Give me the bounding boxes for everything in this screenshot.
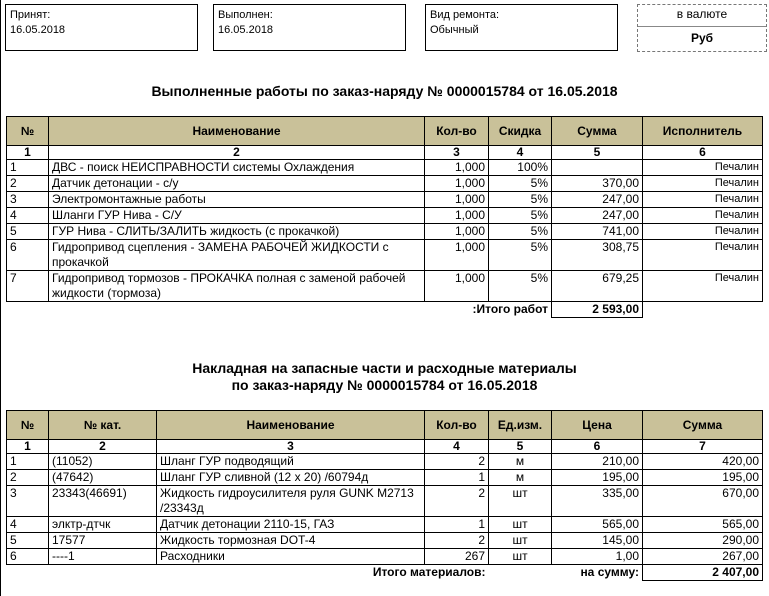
- work-discount: 5%: [489, 240, 552, 271]
- part-unit: шт: [489, 533, 552, 549]
- part-unit: шт: [489, 486, 552, 517]
- parts-col-index: 3: [157, 440, 425, 454]
- table-row: [7, 192, 763, 208]
- part-sum: 195,00: [643, 470, 763, 486]
- works-total-label: Итого работ:: [472, 302, 548, 316]
- part-qty: 1: [425, 517, 489, 533]
- parts-header-row: [7, 411, 763, 440]
- works-col-header: Наименование: [49, 117, 425, 146]
- parts-col-header: Ед.изм.: [489, 411, 552, 440]
- works-col-header: Скидка: [489, 117, 552, 146]
- parts-col-index: 5: [489, 440, 552, 454]
- work-executor: Печалин: [643, 224, 763, 240]
- work-qty: 1,000: [425, 271, 489, 302]
- work-name: Датчик детонации - с/у: [49, 176, 425, 192]
- completed-box: [213, 4, 406, 51]
- work-name: ГУР Нива - СЛИТЬ/ЗАЛИТЬ жидкость (с прокачкой): [49, 224, 425, 240]
- parts-col-index: 2: [49, 440, 157, 454]
- completed-label: Выполнен:: [218, 9, 273, 21]
- part-sum: 420,00: [643, 454, 763, 470]
- currency-divider: [638, 26, 766, 27]
- work-executor: Печалин: [643, 192, 763, 208]
- table-row: [7, 240, 763, 271]
- accepted-date: 16.05.2018: [10, 24, 66, 36]
- work-sum: 308,75: [552, 240, 643, 271]
- row-number: 1: [7, 160, 49, 176]
- part-price: 1,00: [552, 549, 643, 565]
- part-price: 195,00: [552, 470, 643, 486]
- work-executor: Печалин: [643, 176, 763, 192]
- repair-type-box: [425, 4, 618, 51]
- row-number: 4: [7, 208, 49, 224]
- part-sum: 565,00: [643, 517, 763, 533]
- parts-col-header: Кол-во: [425, 411, 489, 440]
- work-discount: 100%: [489, 160, 552, 176]
- table-row: [7, 224, 763, 240]
- part-catalog-number: 23343(46691): [49, 486, 157, 517]
- part-unit: шт: [489, 549, 552, 565]
- works-col-header: №: [7, 117, 49, 146]
- currency-label: в валюте: [676, 7, 728, 21]
- part-qty: 1: [425, 470, 489, 486]
- work-qty: 1,000: [425, 160, 489, 176]
- table-row: [7, 549, 763, 565]
- row-number: 6: [7, 549, 49, 565]
- part-catalog-number: 17577: [49, 533, 157, 549]
- table-row: [7, 208, 763, 224]
- row-number: 5: [7, 224, 49, 240]
- part-name: Шланг ГУР сливной (12 х 20) /60794д: [157, 470, 425, 486]
- parts-col-header: Сумма: [643, 411, 763, 440]
- parts-title-line1: Накладная на запасные части и расходные материалы: [192, 360, 577, 376]
- parts-title-line2: по заказ-наряду № 0000015784 от 16.05.2018: [231, 377, 538, 393]
- work-sum: 370,00: [552, 176, 643, 192]
- part-name: Датчик детонации 2110-15, ГАЗ: [157, 517, 425, 533]
- work-sum: 741,00: [552, 224, 643, 240]
- work-name: Шланги ГУР Нива - С/У: [49, 208, 425, 224]
- currency-box: [637, 4, 767, 52]
- part-price: 145,00: [552, 533, 643, 549]
- part-qty: 2: [425, 486, 489, 517]
- works-total-value: 2 593,00: [552, 302, 643, 318]
- row-number: 1: [7, 454, 49, 470]
- work-sum: [552, 160, 643, 176]
- work-qty: 1,000: [425, 208, 489, 224]
- parts-total-label: Итого материалов:: [372, 565, 486, 579]
- part-sum: 267,00: [643, 549, 763, 565]
- parts-col-index: 6: [552, 440, 643, 454]
- work-discount: 5%: [489, 224, 552, 240]
- table-row: [7, 176, 763, 192]
- part-qty: 267: [425, 549, 489, 565]
- works-col-index: 3: [425, 146, 489, 160]
- table-row: [7, 454, 763, 470]
- work-discount: 5%: [489, 192, 552, 208]
- work-name: Гидропривод сцепления - ЗАМЕНА РАБОЧЕЙ ЖИДКОСТИ с прокачкой: [49, 240, 425, 271]
- work-qty: 1,000: [425, 192, 489, 208]
- parts-total-row: [7, 565, 763, 581]
- works-col-index: 1: [7, 146, 49, 160]
- row-number: 6: [7, 240, 49, 271]
- works-col-index: 6: [643, 146, 763, 160]
- accepted-box: [5, 4, 198, 51]
- part-catalog-number: (11052): [49, 454, 157, 470]
- repair-type-value: Обычный: [430, 24, 479, 36]
- table-row: [7, 486, 763, 517]
- work-discount: 5%: [489, 208, 552, 224]
- row-number: 2: [7, 176, 49, 192]
- works-title: Выполненные работы по заказ-наряду № 0000015784 от 16.05.2018: [151, 83, 618, 99]
- parts-sum-label: на сумму:: [580, 565, 639, 579]
- works-col-header: Исполнитель: [643, 117, 763, 146]
- part-sum: 290,00: [643, 533, 763, 549]
- work-name: Гидропривод тормозов - ПРОКАЧКА полная с заменой рабочей жидкости (тормоза): [49, 271, 425, 302]
- part-qty: 2: [425, 454, 489, 470]
- repair-type-label: Вид ремонта:: [430, 9, 500, 21]
- part-sum: 670,00: [643, 486, 763, 517]
- works-col-index: 5: [552, 146, 643, 160]
- parts-col-header: Цена: [552, 411, 643, 440]
- row-number: 5: [7, 533, 49, 549]
- work-executor: Печалин: [643, 160, 763, 176]
- row-number: 3: [7, 486, 49, 517]
- work-qty: 1,000: [425, 176, 489, 192]
- parts-col-index: 4: [425, 440, 489, 454]
- works-total-row: [7, 302, 763, 318]
- row-number: 7: [7, 271, 49, 302]
- work-qty: 1,000: [425, 224, 489, 240]
- table-row: [7, 533, 763, 549]
- part-unit: м: [489, 470, 552, 486]
- part-price: 335,00: [552, 486, 643, 517]
- work-sum: 679,25: [552, 271, 643, 302]
- part-catalog-number: элктр-дтчк: [49, 517, 157, 533]
- works-col-index: 4: [489, 146, 552, 160]
- part-unit: м: [489, 454, 552, 470]
- parts-col-header: № кат.: [49, 411, 157, 440]
- work-sum: 247,00: [552, 208, 643, 224]
- part-name: Шланг ГУР подводящий: [157, 454, 425, 470]
- parts-index-row: [7, 440, 763, 454]
- work-executor: Печалин: [643, 208, 763, 224]
- table-row: [7, 470, 763, 486]
- part-catalog-number: ----1: [49, 549, 157, 565]
- work-name: Электромонтажные работы: [49, 192, 425, 208]
- parts-col-index: 1: [7, 440, 49, 454]
- parts-table: [6, 410, 763, 581]
- parts-col-header: №: [7, 411, 49, 440]
- parts-total-value: 2 407,00: [643, 565, 763, 581]
- parts-col-header: Наименование: [157, 411, 425, 440]
- works-table: [6, 116, 763, 318]
- part-name: Жидкость гидроусилителя руля GUNK M2713 /23343д: [157, 486, 425, 517]
- parts-col-index: 7: [643, 440, 763, 454]
- work-discount: 5%: [489, 271, 552, 302]
- table-row: [7, 517, 763, 533]
- part-unit: шт: [489, 517, 552, 533]
- part-name: Жидкость тормозная DOT-4: [157, 533, 425, 549]
- work-sum: 247,00: [552, 192, 643, 208]
- works-col-index: 2: [49, 146, 425, 160]
- works-col-header: Кол-во: [425, 117, 489, 146]
- accepted-label: Принят:: [10, 9, 51, 21]
- currency-value: Руб: [690, 31, 714, 45]
- work-discount: 5%: [489, 176, 552, 192]
- works-col-header: Сумма: [552, 117, 643, 146]
- works-header-row: [7, 117, 763, 146]
- table-row: [7, 160, 763, 176]
- works-index-row: [7, 146, 763, 160]
- part-price: 210,00: [552, 454, 643, 470]
- row-number: 2: [7, 470, 49, 486]
- table-row: [7, 271, 763, 302]
- work-executor: Печалин: [643, 271, 763, 302]
- work-qty: 1,000: [425, 240, 489, 271]
- completed-date: 16.05.2018: [218, 24, 274, 36]
- part-qty: 2: [425, 533, 489, 549]
- part-price: 565,00: [552, 517, 643, 533]
- row-number: 3: [7, 192, 49, 208]
- part-name: Расходники: [157, 549, 425, 565]
- work-executor: Печалин: [643, 240, 763, 271]
- work-name: ДВС - поиск НЕИСПРАВНОСТИ системы Охлаждения: [49, 160, 425, 176]
- part-catalog-number: (47642): [49, 470, 157, 486]
- row-number: 4: [7, 517, 49, 533]
